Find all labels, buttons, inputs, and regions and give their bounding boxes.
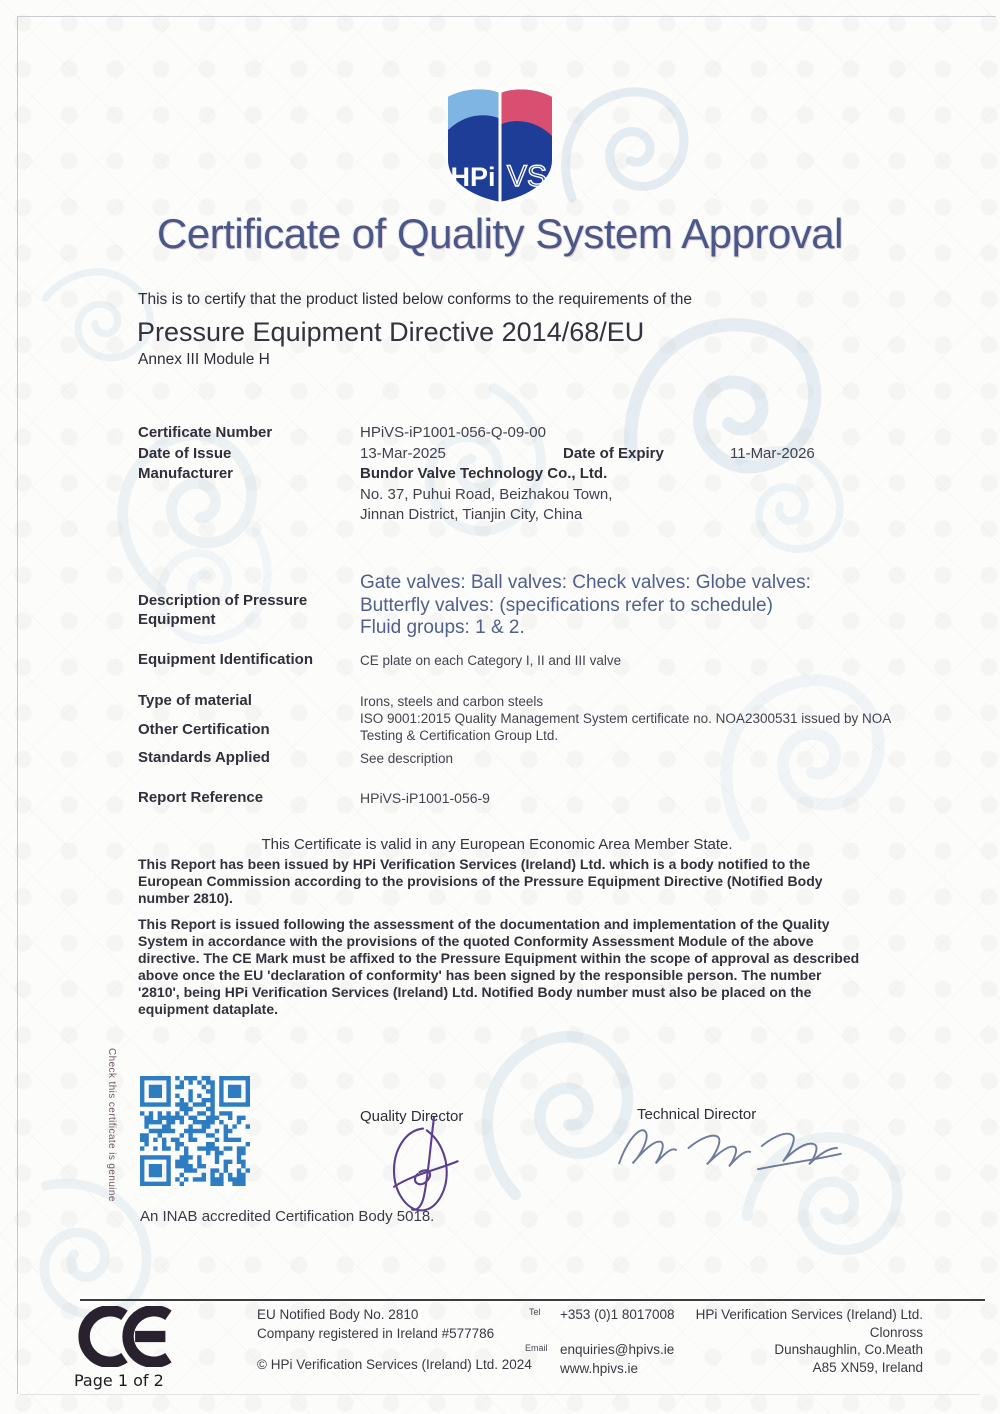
- report-reference-label: Report Reference: [138, 789, 264, 806]
- equipment-identification-value: CE plate on each Category I, II and III valve: [360, 653, 622, 668]
- footer-copyright: © HPi Verification Services (Ireland) Ltd. 2024: [257, 1357, 532, 1372]
- logo-right-text: VS: [506, 160, 548, 193]
- date-of-issue-value: 13-Mar-2025: [360, 445, 446, 462]
- description-label: Description of Pressure Equipment: [138, 592, 308, 628]
- date-of-expiry-value: 11-Mar-2026: [730, 445, 815, 462]
- description-line: Butterfly valves: (specifications refer to schedule): [360, 594, 773, 616]
- certificate-title: Certificate of Quality System Approval: [157, 210, 843, 257]
- manufacturer-address-line2: Jinnan District, Tianjin City, China: [360, 506, 583, 523]
- report-reference-value: HPiVS-iP1001-056-9: [360, 790, 490, 806]
- technical-director-label: Technical Director: [637, 1106, 757, 1123]
- qr-caption-vertical: Check this certificate is genuine: [106, 1048, 117, 1202]
- technical-director-signature: [610, 1121, 848, 1175]
- certificate-number-value: HPiVS-iP1001-056-Q-09-00: [360, 424, 546, 441]
- qr-code: [140, 1076, 250, 1186]
- annex-module: Annex III Module H: [138, 351, 270, 368]
- manufacturer-address-line1: No. 37, Puhui Road, Beizhakou Town,: [360, 486, 613, 503]
- footer-company-registration: Company registered in Ireland #577786: [257, 1326, 495, 1341]
- date-of-issue-label: Date of Issue: [138, 445, 232, 462]
- certificate-number-label: Certificate Number: [138, 424, 273, 441]
- directive-heading: Pressure Equipment Directive 2014/68/EU: [137, 317, 645, 347]
- other-certification-label: Other Certification: [138, 721, 270, 738]
- logo-left-text: HPi: [450, 162, 496, 192]
- quality-director-label: Quality Director: [360, 1108, 464, 1125]
- footer-tel-value: +353 (0)1 8017008: [560, 1307, 675, 1322]
- type-of-material-value: Irons, steels and carbon steels: [360, 694, 544, 709]
- date-of-expiry-label: Date of Expiry: [563, 445, 664, 462]
- standards-applied-label: Standards Applied: [138, 749, 270, 766]
- description-line: Fluid groups: 1 & 2.: [360, 617, 525, 638]
- type-of-material-label: Type of material: [138, 692, 252, 709]
- footer-email-value: enquiries@hpivs.ie: [560, 1342, 675, 1357]
- footer-address-line: A85 XN59, Ireland: [812, 1359, 923, 1375]
- footer-website: www.hpivs.ie: [560, 1361, 639, 1376]
- quality-director-signature: [383, 1114, 465, 1214]
- footer-address-line: Dunshaughlin, Co.Meath: [774, 1342, 923, 1358]
- footer-notified-body: EU Notified Body No. 2810: [257, 1307, 419, 1322]
- issued-by-statement: This Report has been issued by HPi Verification Services (Ireland) Ltd. which is a body notified to the European Commission according to the provisions of the Pressure Equipment Directive (Notified Body number 2810).: [138, 856, 823, 906]
- footer-address-block: [650, 1306, 923, 1376]
- manufacturer-name: Bundor Valve Technology Co., Ltd.: [360, 465, 608, 482]
- equipment-identification-label: Equipment Identification: [138, 651, 313, 668]
- description-value: [360, 572, 811, 640]
- page-number: Page 1 of 2: [74, 1371, 164, 1390]
- description-line: Gate valves: Ball valves: Check valves: Globe valves:: [360, 572, 811, 593]
- footer-address-line: Clonross: [869, 1324, 923, 1340]
- footer-divider: [80, 1299, 985, 1301]
- hpivs-logo-icon: [445, 88, 555, 203]
- standards-applied-value: See description: [360, 751, 454, 766]
- other-certification-value: ISO 9001:2015 Quality Management System certificate no. NOA2300531 issued by NOA Testing & Certification Group Ltd.: [360, 711, 891, 743]
- certify-statement: This is to certify that the product listed below conforms to the requirements of the: [138, 291, 692, 308]
- manufacturer-label: Manufacturer: [138, 465, 234, 482]
- footer-tel-label: Tel: [529, 1307, 541, 1317]
- footer-address-line: HPi Verification Services (Ireland) Ltd.: [695, 1307, 923, 1322]
- inab-accreditation: An INAB accredited Certification Body 5018.: [140, 1208, 435, 1225]
- footer-email-label: Email: [525, 1343, 548, 1353]
- ce-mark-icon: [76, 1306, 176, 1367]
- validity-statement: This Certificate is valid in any European Economic Area Member State.: [261, 836, 733, 853]
- assessment-statement: This Report is issued following the assessment of the documentation and implementation of the Quality System in accordance with the provisions of the quoted Conformity Assessment Module of the above directive. The CE Mark must be affixed to the Pressure Equipment within the scope of approval as described above once the EU 'declaration of conformity' has been signed by the responsible person. The number '2810', being HPi Verification Services (Ireland) Ltd. Notified Body number must also be placed on the equipment dataplate.: [138, 916, 860, 1017]
- scan-bottom-edge: [20, 1394, 980, 1395]
